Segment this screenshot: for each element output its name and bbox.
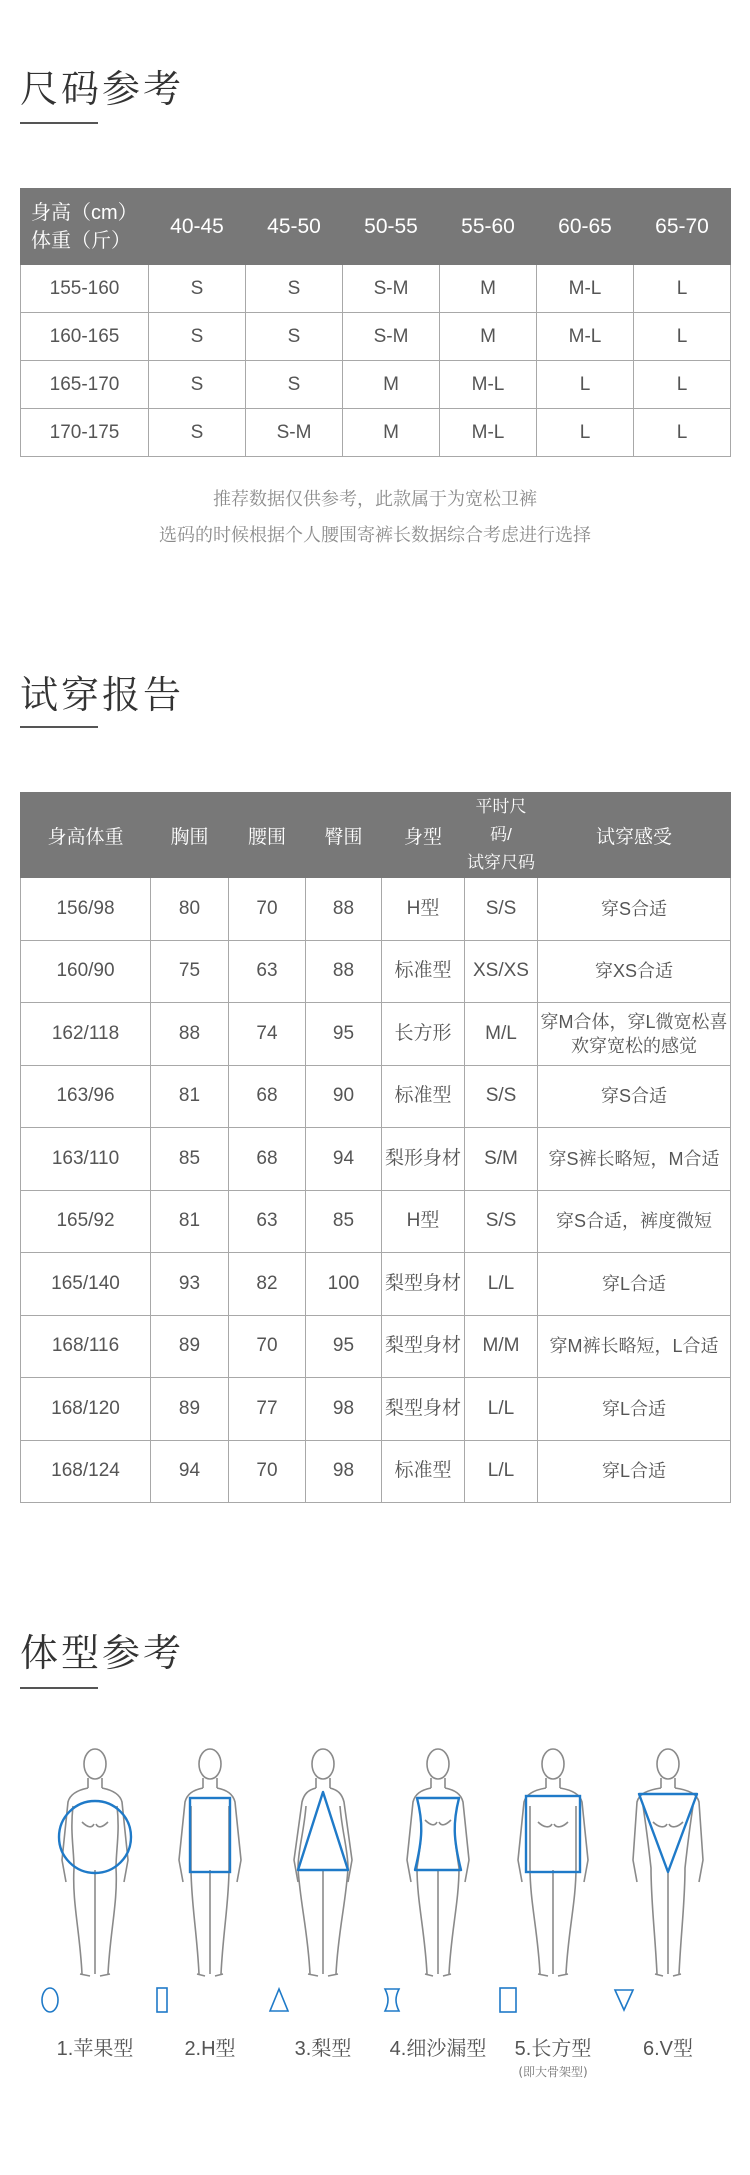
height-weight-header: 身高体重 — [21, 793, 151, 878]
type-cell: H型 — [382, 878, 465, 941]
body-figure-v — [613, 1742, 723, 2060]
hip-cell: 98 — [306, 1378, 382, 1441]
type-cell: 梨形身材 — [382, 1128, 465, 1191]
body-silhouette-icon — [383, 1742, 493, 1982]
tried-size-label: 试穿尺码 — [467, 853, 535, 872]
size-chart-table — [20, 188, 731, 457]
title-underline — [20, 726, 98, 728]
square-icon — [498, 1986, 608, 2018]
weight-range-header: 60-65 — [537, 189, 634, 265]
table-row — [21, 1003, 731, 1066]
size-cell: S — [246, 313, 343, 361]
hw-cell: 163/110 — [21, 1128, 151, 1191]
chest-cell: 75 — [151, 940, 229, 1003]
body-silhouette-icon — [613, 1742, 723, 1982]
rectangle-icon — [155, 1986, 265, 2018]
size-cell: M-L — [537, 313, 634, 361]
table-row — [21, 1128, 731, 1191]
size-cell: S — [149, 361, 246, 409]
weight-range-header: 40-45 — [149, 189, 246, 265]
size-cell: S — [149, 409, 246, 457]
chest-cell: 81 — [151, 1190, 229, 1253]
size-cell: M-L — [440, 409, 537, 457]
height-range-cell: 155-160 — [21, 265, 149, 313]
hw-cell: 168/116 — [21, 1315, 151, 1378]
chest-cell: 85 — [151, 1128, 229, 1191]
hw-cell: 162/118 — [21, 1003, 151, 1066]
chest-cell: 89 — [151, 1378, 229, 1441]
weight-range-header: 65-70 — [634, 189, 731, 265]
size-notes — [0, 482, 750, 554]
size-cell: S — [149, 265, 246, 313]
body-type-label: 2.H型 — [184, 2038, 236, 2060]
size-cell: L/L — [465, 1253, 538, 1316]
table-row — [21, 878, 731, 941]
weight-range-header: 45-50 — [246, 189, 343, 265]
type-cell: 梨型身材 — [382, 1378, 465, 1441]
type-cell: 梨型身材 — [382, 1315, 465, 1378]
size-cell: M/M — [465, 1315, 538, 1378]
chest-cell: 94 — [151, 1440, 229, 1503]
height-range-cell: 170-175 — [21, 409, 149, 457]
hw-cell: 156/98 — [21, 878, 151, 941]
triangle-icon — [268, 1986, 378, 2018]
waist-cell: 77 — [229, 1378, 306, 1441]
feel-cell: 穿L合适 — [538, 1253, 731, 1316]
size-cell: S — [246, 265, 343, 313]
feel-cell: 穿XS合适 — [538, 940, 731, 1003]
title-underline — [20, 1687, 98, 1689]
size-cell: L/L — [465, 1440, 538, 1503]
waist-cell: 82 — [229, 1253, 306, 1316]
hourglass-icon — [383, 1986, 493, 2018]
table-row — [21, 265, 731, 313]
body-type-label: 5.长方型 — [514, 2038, 592, 2060]
size-cell: L — [537, 409, 634, 457]
table-row — [21, 1378, 731, 1441]
feel-cell: 穿M合体，穿L微宽松喜欢穿宽松的感觉 — [538, 1003, 731, 1066]
weight-range-header: 55-60 — [440, 189, 537, 265]
size-cell: M — [343, 361, 440, 409]
size-cell: L/L — [465, 1378, 538, 1441]
type-cell: 标准型 — [382, 940, 465, 1003]
waist-cell: 63 — [229, 1190, 306, 1253]
body-silhouette-icon — [40, 1742, 150, 1982]
waist-cell: 70 — [229, 878, 306, 941]
hip-cell: 90 — [306, 1065, 382, 1128]
feel-header: 试穿感受 — [538, 793, 731, 878]
body-silhouette-icon — [155, 1742, 265, 1982]
hip-cell: 85 — [306, 1190, 382, 1253]
chest-cell: 80 — [151, 878, 229, 941]
waist-cell: 68 — [229, 1065, 306, 1128]
table-row — [21, 1190, 731, 1253]
size-cell: S — [149, 313, 246, 361]
usual-size-label: 平时尺码/ — [475, 797, 527, 844]
size-cell: M/L — [465, 1003, 538, 1066]
size-cell: S/S — [465, 1065, 538, 1128]
size-cell: M — [440, 313, 537, 361]
weight-header-label: 体重（斤） — [31, 229, 131, 252]
table-row — [21, 1315, 731, 1378]
size-header — [465, 793, 538, 878]
chest-cell: 81 — [151, 1065, 229, 1128]
feel-cell: 穿S合适，裤度微短 — [538, 1190, 731, 1253]
fit-report-table — [20, 792, 731, 1503]
hip-cell: 88 — [306, 878, 382, 941]
size-cell: L — [634, 409, 731, 457]
table-row — [21, 1065, 731, 1128]
feel-cell: 穿S合适 — [538, 878, 731, 941]
body-type-figures — [0, 1742, 750, 2079]
circle-icon — [40, 1986, 150, 2018]
waist-cell: 70 — [229, 1315, 306, 1378]
hip-header: 臀围 — [306, 793, 382, 878]
body-type-label: 6.V型 — [642, 2038, 694, 2060]
type-cell: 标准型 — [382, 1065, 465, 1128]
height-header-label: 身高（cm） — [31, 201, 138, 224]
hw-cell: 165/140 — [21, 1253, 151, 1316]
body-figure-h — [155, 1742, 265, 2060]
hip-cell: 88 — [306, 940, 382, 1003]
size-cell: L — [537, 361, 634, 409]
size-cell: L — [634, 361, 731, 409]
hw-cell: 168/120 — [21, 1378, 151, 1441]
hw-cell: 165/92 — [21, 1190, 151, 1253]
size-note-line: 选码的时候根据个人腰围寄裤长数据综合考虑进行选择 — [159, 525, 591, 546]
hip-cell: 94 — [306, 1128, 382, 1191]
body-type-sublabel: (即大骨架型) — [518, 2065, 588, 2079]
waist-cell: 63 — [229, 940, 306, 1003]
type-cell: 标准型 — [382, 1440, 465, 1503]
feel-cell: 穿S合适 — [538, 1065, 731, 1128]
type-cell: 长方形 — [382, 1003, 465, 1066]
hip-cell: 95 — [306, 1315, 382, 1378]
waist-cell: 70 — [229, 1440, 306, 1503]
table-row — [21, 409, 731, 457]
feel-cell: 穿L合适 — [538, 1440, 731, 1503]
hw-cell: 168/124 — [21, 1440, 151, 1503]
size-table-header-row — [21, 189, 731, 265]
size-cell: XS/XS — [465, 940, 538, 1003]
body-silhouette-icon — [498, 1742, 608, 1982]
size-cell: S-M — [343, 313, 440, 361]
chest-cell: 89 — [151, 1315, 229, 1378]
inverted-triangle-icon — [613, 1986, 723, 2018]
hip-cell: 100 — [306, 1253, 382, 1316]
size-cell: M-L — [537, 265, 634, 313]
type-cell: H型 — [382, 1190, 465, 1253]
table-row — [21, 940, 731, 1003]
waist-cell: 68 — [229, 1128, 306, 1191]
size-cell: L — [634, 265, 731, 313]
size-cell: S-M — [343, 265, 440, 313]
height-range-cell: 165-170 — [21, 361, 149, 409]
fit-table-header-row — [21, 793, 731, 878]
body-figure-rectangle — [498, 1742, 608, 2079]
feel-cell: 穿L合适 — [538, 1378, 731, 1441]
size-cell: S/M — [465, 1128, 538, 1191]
body-figure-pear — [268, 1742, 378, 2060]
body-figure-hourglass — [383, 1742, 493, 2060]
height-weight-header — [21, 189, 149, 265]
table-row — [21, 361, 731, 409]
chest-cell: 93 — [151, 1253, 229, 1316]
size-cell: M — [440, 265, 537, 313]
title-underline — [20, 122, 98, 124]
hip-cell: 98 — [306, 1440, 382, 1503]
table-row — [21, 1253, 731, 1316]
feel-cell: 穿M裤长略短，L合适 — [538, 1315, 731, 1378]
hip-cell: 95 — [306, 1003, 382, 1066]
feel-cell: 穿S裤长略短，M合适 — [538, 1128, 731, 1191]
size-cell: M-L — [440, 361, 537, 409]
body-figure-apple — [40, 1742, 150, 2060]
height-range-cell: 160-165 — [21, 313, 149, 361]
fit-section-title: 试穿报告 — [20, 673, 185, 717]
size-cell: S-M — [246, 409, 343, 457]
size-section-title: 尺码参考 — [20, 67, 185, 111]
table-row — [21, 313, 731, 361]
body-silhouette-icon — [268, 1742, 378, 1982]
type-cell: 梨型身材 — [382, 1253, 465, 1316]
table-row — [21, 1440, 731, 1503]
hw-cell: 160/90 — [21, 940, 151, 1003]
size-note-line: 推荐数据仅供参考，此款属于为宽松卫裤 — [213, 489, 537, 510]
size-cell: S/S — [465, 878, 538, 941]
size-cell: S — [246, 361, 343, 409]
body-type-label: 1.苹果型 — [56, 2038, 134, 2060]
body-type-label: 3.梨型 — [294, 2038, 352, 2060]
hw-cell: 163/96 — [21, 1065, 151, 1128]
weight-range-header: 50-55 — [343, 189, 440, 265]
chest-cell: 88 — [151, 1003, 229, 1066]
body-type-header: 身型 — [382, 793, 465, 878]
body-type-label: 4.细沙漏型 — [389, 2038, 487, 2060]
waist-header: 腰围 — [229, 793, 306, 878]
size-cell: M — [343, 409, 440, 457]
size-cell: L — [634, 313, 731, 361]
waist-cell: 74 — [229, 1003, 306, 1066]
size-cell: S/S — [465, 1190, 538, 1253]
body-section-title: 体型参考 — [20, 1631, 185, 1675]
chest-header: 胸围 — [151, 793, 229, 878]
